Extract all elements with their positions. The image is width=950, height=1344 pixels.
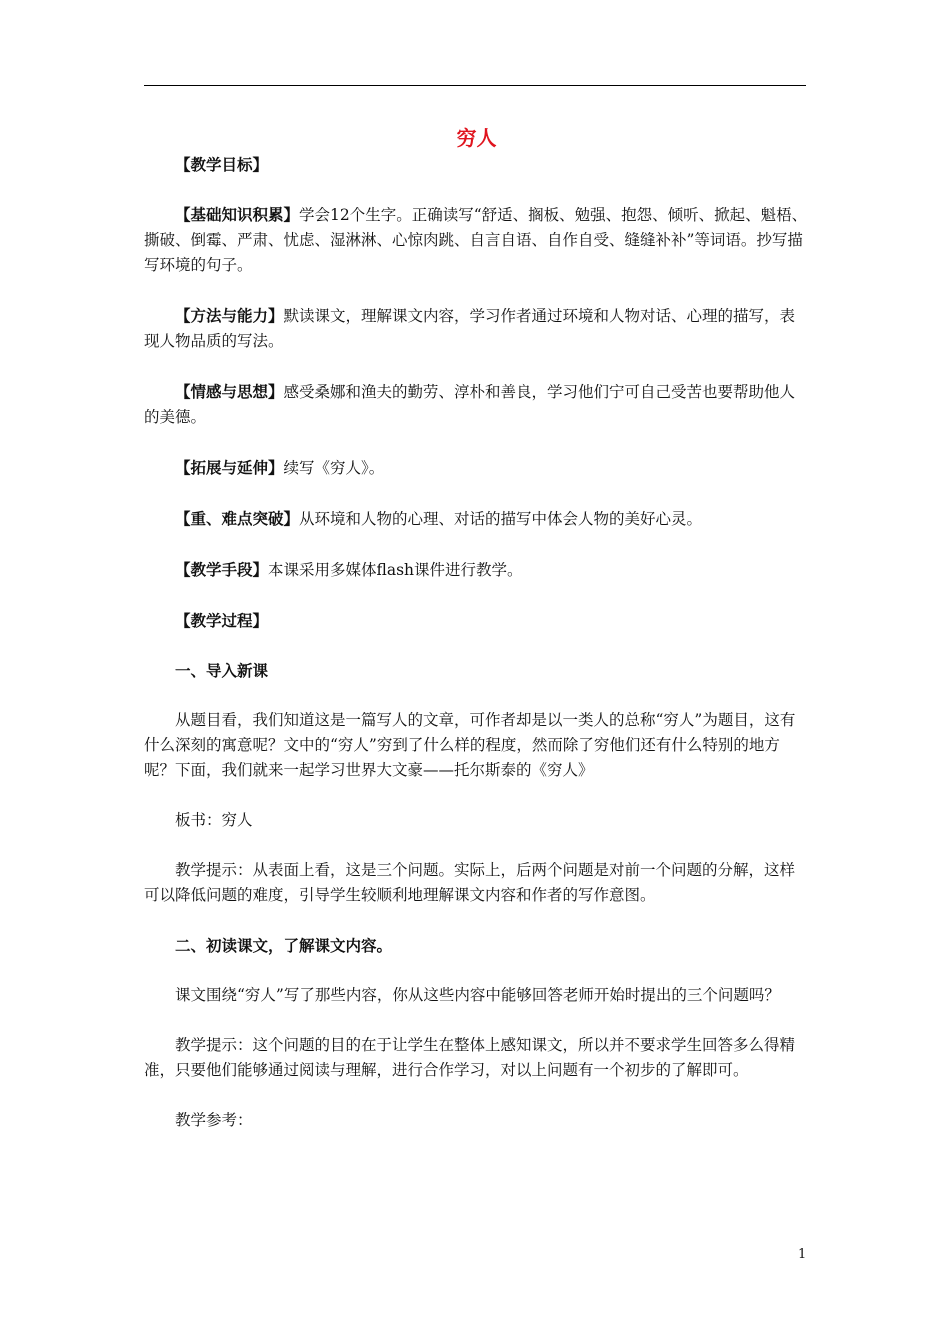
means-text: 本课采用多媒体flash课件进行教学。 [268,561,523,579]
key-label: 【重、难点突破】 [175,509,300,528]
goal-heading: 【教学目标】 [175,155,269,174]
emotion-paragraph [144,379,809,430]
reference-text: 教学参考： [175,1111,253,1129]
page-number: 1 [798,1247,807,1262]
key-paragraph [144,506,809,532]
knowledge-paragraph [144,202,809,278]
document-body [144,124,809,1133]
part2-text: 课文围绕“穷人”写了那些内容，你从这些内容中能够回答老师开始时提出的三个问题吗？ [175,986,780,1004]
method-text: 默读课文，理解课文内容，学习作者通过环境和人物对话、心理的描写，表现人物品质的写法。 [144,307,796,350]
means-label: 【教学手段】 [175,560,269,579]
method-label: 【方法与能力】 [175,306,284,325]
extend-label: 【拓展与延伸】 [175,458,284,477]
method-paragraph [144,303,809,354]
means-paragraph [144,557,809,583]
extend-text: 续写《穷人》。 [283,459,385,477]
knowledge-label: 【基础知识积累】 [175,205,300,224]
tip1-text: 教学提示：从表面上看，这是三个问题。实际上，后两个问题是对前一个问题的分解，这样可以降低问题的难度，引导学生较顺利地理解课文内容和作者的写作意图。 [144,861,796,904]
tip2-text: 教学提示：这个问题的目的在于让学生在整体上感知课文，所以并不要求学生回答多么得精准，只要他们能够通过阅读与理解，进行合作学习，对以上问题有一个初步的了解即可。 [144,1036,796,1079]
part1-text: 从题目看，我们知道这是一篇写人的文章，可作者却是以一类人的总称“穷人”为题目，这有什么深刻的寓意呢？文中的“穷人”穷到了什么样的程度，然而除了穷他们还有什么特别的地方呢？下面，我们就来一起学习世界大文豪——托尔斯泰的《穷人》 [144,711,796,779]
process-heading: 【教学过程】 [175,611,269,630]
header-rule [144,85,806,86]
extend-paragraph [144,455,809,481]
knowledge-text: 学会12个生字。正确读写“舒适、搁板、勉强、抱怨、倾听、掀起、魁梧、撕破、倒霉、严肃、忧虑、湿淋淋、心惊肉跳、自言自语、自作自受、缝缝补补”等词语。抄写描写环境的句子。 [144,206,808,274]
document-title: 穷人 [456,126,497,150]
part2-heading: 二、初读课文，了解课文内容。 [175,936,393,955]
part1-heading: 一、导入新课 [175,661,269,680]
key-text: 从环境和人物的心理、对话的描写中体会人物的美好心灵。 [299,510,703,528]
emotion-label: 【情感与思想】 [175,382,284,401]
board-text: 板书：穷人 [175,811,253,829]
emotion-text: 感受桑娜和渔夫的勤劳、淳朴和善良，学习他们宁可自己受苦也要帮助他人的美德。 [144,383,796,426]
